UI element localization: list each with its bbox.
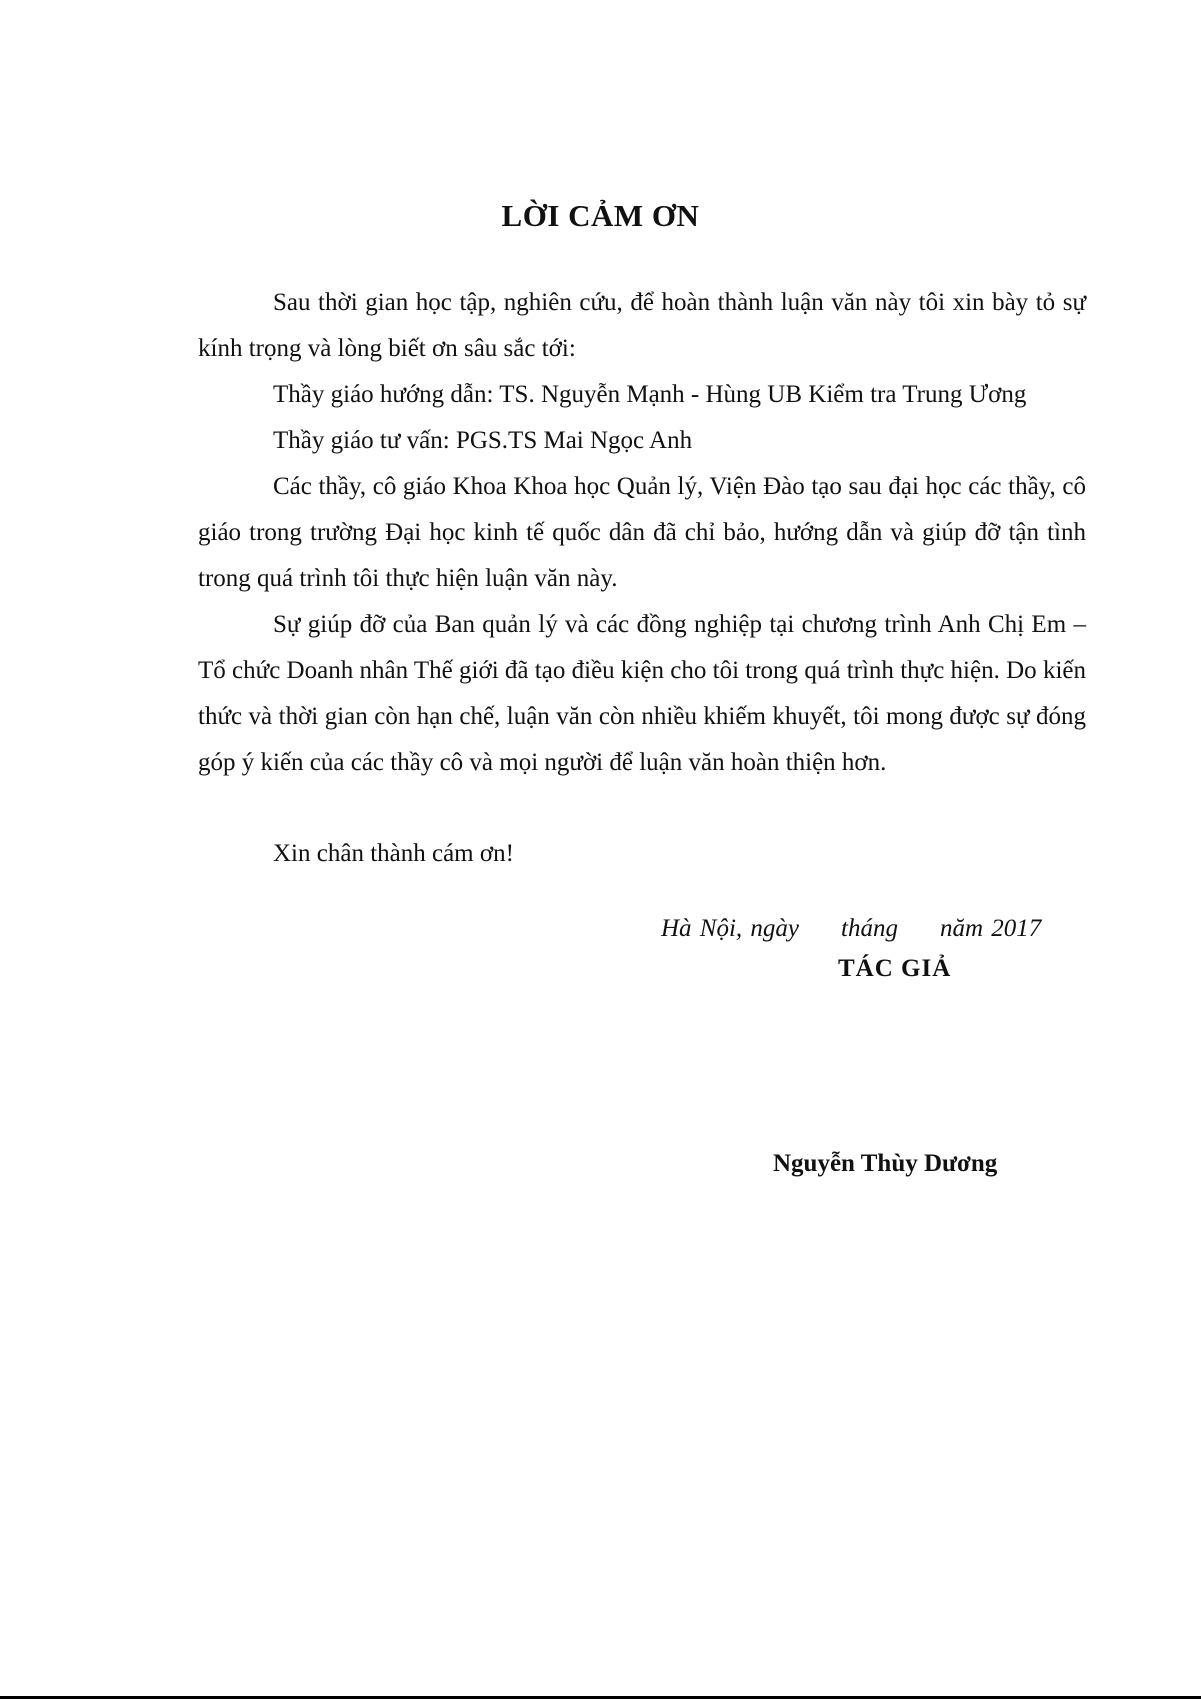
date-month: tháng [841,915,898,942]
support-paragraph: Sự giúp đỡ của Ban quản lý và các đồng nghiệp tại chương trình Anh Chị Em – Tổ chức Doanh nhân Thế giới đã tạo điều kiện cho tôi trong quá trình thực hiện. Do kiến thức và thời gian còn hạn chế, luận văn còn nhiều khiếm khuyết, tôi mong được sự đóng góp ý kiến của các thầy cô và mọi người để luận văn hoàn thiện hơn. [198,611,1086,776]
paragraph-spacer [198,786,1086,831]
advisor-line: Thầy giáo hướng dẫn: TS. Nguyễn Mạnh - Hùng UB Kiểm tra Trung Ương [273,381,1027,408]
date-line [661,915,1041,943]
faculty-paragraph: Các thầy, cô giáo Khoa Khoa học Quản lý, Viện Đào tạo sau đại học các thầy, cô giáo trong trường Đại học kinh tế quốc dân đã chỉ bảo, hướng dẫn và giúp đỡ tận tình trong quá trình tôi thực hiện luận văn này. [198,473,1086,592]
author-label: TÁC GIẢ [838,955,952,982]
consultant-line: Thầy giáo tư vấn: PGS.TS Mai Ngọc Anh [273,427,693,454]
author-name: Nguyễn Thùy Dương [773,1150,998,1177]
intro-paragraph: Sau thời gian học tập, nghiên cứu, để hoàn thành luận văn này tôi xin bày tỏ sự kính trọng và lòng biết ơn sâu sắc tới: [198,289,1086,362]
closing-line: Xin chân thành cám ơn! [273,840,514,867]
document-body [198,280,1086,877]
date-place: Hà Nội, ngày [661,915,800,942]
date-year: năm 2017 [939,915,1042,942]
page-title: LỜI CẢM ƠN [501,198,700,233]
